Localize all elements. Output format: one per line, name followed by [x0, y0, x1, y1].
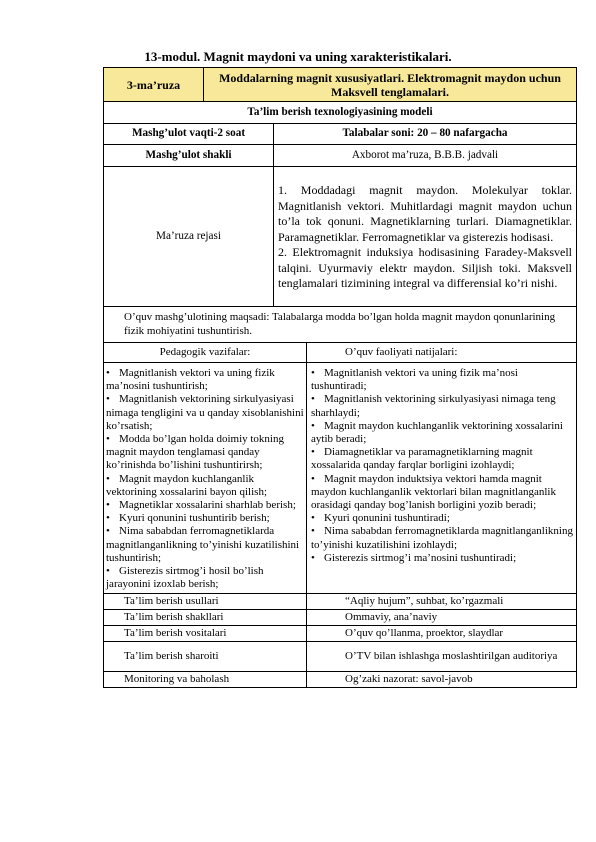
pedagogical-task-item-text: Nima sababdan ferromagnetiklarda magnitlanganlikning to’yinishi kuzatilishini tushuntirish;: [106, 525, 300, 564]
learning-result-item-text: Magnitlanish vektori va uning fizik ma’nosi tushuntiradi;: [311, 367, 518, 393]
pedagogical-task-item: [106, 499, 304, 512]
pedagogical-task-item-text: Gisterezis sirtmog’i hosil bo’lish jarayonini izoxlab berish;: [106, 565, 264, 591]
bullet-icon: •: [311, 419, 315, 432]
pedagogical-task-item-text: Kyuri qonunini tushuntirib berish;: [119, 512, 270, 525]
pedagogical-task-item: [106, 393, 304, 433]
pedagogical-tasks-heading: Pedagogik vazifalar:: [104, 343, 307, 363]
pedagogical-task-item: [106, 433, 304, 473]
bullet-icon: •: [106, 525, 110, 538]
info-row-label: Ta’lim berish shakllari: [104, 610, 307, 626]
lecture-plan-label: Ma’ruza rejasi: [104, 167, 274, 307]
info-row: [104, 610, 577, 626]
bullet-icon: •: [311, 512, 315, 525]
pedagogical-task-item-text: Magnitlanish vektori va uning fizik ma’nosini tushuntirish;: [106, 367, 275, 393]
learning-result-item-text: Magnitlanish vektorining sirkulyasiyasi nimaga teng sharhlaydi;: [311, 393, 556, 419]
tasks-results-row: [104, 363, 577, 594]
learning-result-item: [311, 420, 574, 446]
bullet-icon: •: [106, 393, 110, 406]
info-row-value: “Aqliy hujum”, suhbat, ko’rgazmali: [307, 594, 577, 610]
info-row: [104, 672, 577, 688]
info-row-label: Monitoring va baholash: [104, 672, 307, 688]
pedagogical-tasks-list: [106, 367, 304, 591]
students-count: Talabalar soni: 20 – 80 nafargacha: [274, 124, 577, 145]
learning-result-item: [311, 552, 574, 565]
info-row: [104, 626, 577, 642]
info-row-label: Ta’lim berish sharoiti: [104, 642, 307, 672]
learning-result-item: [311, 473, 574, 513]
info-row-value: Ommaviy, ana’naviy: [307, 610, 577, 626]
learning-result-item-text: Nima sababdan ferromagnetiklarda magnitlanganlikning to’yinishi kuzatilishini izohlaydi;: [311, 525, 573, 551]
plan-item-1: 1. Moddadagi magnit maydon. Molekulyar toklar. Magnitlanish vektori. Muhitlardagi magnit maydon uchun to’la tok qonuni. Magnetiklarning turlari. Diamagnetiklar. Paramagnetiklar. Ferromagnetiklar va gisterezis hodisasi.: [278, 183, 572, 244]
info-row-value: O’quv qo’llanma, proektor, slaydlar: [307, 626, 577, 642]
plan-item-2: 2. Elektromagnit induksiya hodisasining Faradey-Maksvell talqini. Uyurmaviy elektr maydon. Siljish toki. Maksvell tenglamalari tizimining integral va differensial ko’ri nishi.: [278, 245, 572, 291]
learning-result-item-text: Diamagnetiklar va paramagnetiklarning magnit xossalarida qanday farqlar borligini izohlaydi;: [311, 446, 533, 472]
pedagogical-task-item: [106, 525, 304, 565]
pedagogical-task-item-text: Modda bo’lgan holda doimiy tokning magnit maydon tenglamasi qanday ko’rinishda bo’lishini tushuntirirsh;: [106, 433, 284, 472]
pedagogical-task-item-text: Magnitlanish vektorining sirkulyasiyasi nimaga tengligini va u qanday xisoblanishini ko’rsatish;: [106, 393, 304, 432]
lecture-number: 3-ma’ruza: [104, 68, 204, 102]
learning-result-item: [311, 367, 574, 393]
pedagogical-task-item: [106, 367, 304, 393]
info-row: [104, 642, 577, 672]
info-row-label: Ta’lim berish vositalari: [104, 626, 307, 642]
lesson-time: Mashg’ulot vaqti-2 soat: [104, 124, 274, 145]
lecture-plan-table: [103, 67, 577, 688]
bullet-icon: •: [311, 472, 315, 485]
info-rows: [104, 594, 577, 688]
bullet-icon: •: [311, 446, 315, 459]
learning-result-item: [311, 446, 574, 472]
learning-result-item-text: Gisterezis sirtmog’i ma’nosini tushuntiradi;: [324, 551, 517, 564]
learning-result-item-text: Kyuri qonunini tushuntiradi;: [324, 512, 450, 525]
bullet-icon: •: [311, 525, 315, 538]
info-row-value: Og’zaki nazorat: savol-javob: [307, 672, 577, 688]
bullet-icon: •: [106, 512, 110, 525]
pedagogical-task-item: [106, 473, 304, 499]
info-row: [104, 594, 577, 610]
pedagogical-task-item-text: Magnit maydon kuchlanganlik vektorining xossalarini bayon qilish;: [106, 472, 268, 498]
lesson-form-label: Mashg’ulot shakli: [104, 145, 274, 167]
learning-result-item: [311, 393, 574, 419]
learning-results-heading: O’quv faoliyati natijalari:: [307, 343, 577, 363]
info-row-value: O’TV bilan ishlashga moslashtirilgan auditoriya: [307, 642, 577, 672]
model-heading: Ta’lim berish texnologiyasining modeli: [104, 102, 577, 124]
info-row-label: Ta’lim berish usullari: [104, 594, 307, 610]
bullet-icon: •: [106, 433, 110, 446]
bullet-icon: •: [106, 499, 110, 512]
lecture-header-row: [104, 68, 577, 102]
lesson-form-value: Axborot ma’ruza, B.B.B. jadvali: [274, 145, 577, 167]
bullet-icon: •: [311, 367, 315, 379]
pedagogical-tasks-cell: [104, 363, 307, 594]
bullet-icon: •: [106, 565, 110, 578]
document-title: 13-modul. Magnit maydoni va uning xarakteristikalari.: [144, 49, 452, 64]
bullet-icon: •: [106, 472, 110, 485]
learning-result-item-text: Magnit maydon induktsiya vektori hamda magnit maydon kuchlanganlik vektorlari bilan magnitlanganlik orasidagi qanday bog’lanish borligini yozib beradi;: [311, 472, 556, 512]
learning-result-item: [311, 512, 574, 525]
pedagogical-task-item: [106, 512, 304, 525]
bullet-icon: •: [106, 367, 110, 379]
learning-results-list: [311, 367, 574, 565]
lesson-goal: O’quv mashg’ulotining maqsadi: Talabalarga modda bo’lgan holda magnit maydon qonunlarining fizik mohiyatini tushuntirish.: [104, 307, 577, 343]
learning-result-item-text: Magnit maydon kuchlanganlik vektorining xossalarini aytib beradi;: [311, 419, 563, 446]
learning-result-item: [311, 525, 574, 551]
bullet-icon: •: [311, 393, 315, 406]
pedagogical-task-item-text: Magnetiklar xossalarini sharhlab berish;: [119, 499, 296, 512]
pedagogical-task-item: [106, 565, 304, 591]
lecture-plan-content: [274, 167, 577, 307]
learning-results-cell: [307, 363, 577, 594]
lecture-topic: Moddalarning magnit xususiyatlari. Elektromagnit maydon uchun Maksvell tenglamalari.: [204, 68, 577, 102]
bullet-icon: •: [311, 551, 315, 564]
